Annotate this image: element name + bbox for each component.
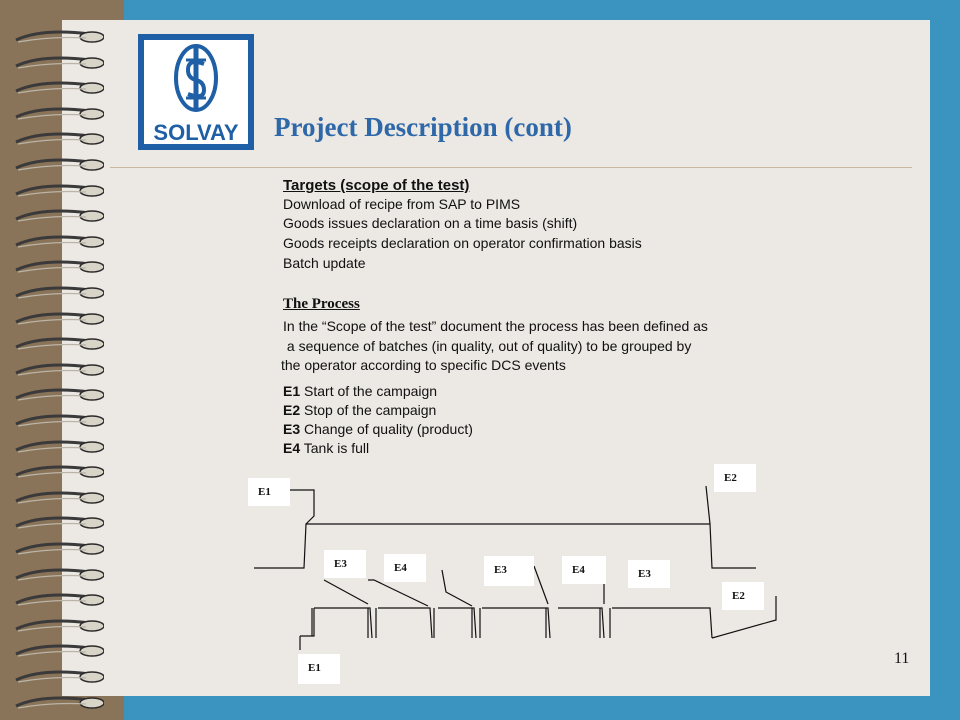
diagram-label-e3: E3 — [628, 560, 670, 588]
event-code: E2 — [283, 402, 301, 418]
page-title: Project Description (cont) — [274, 112, 572, 142]
diagram-label-e2: E2 — [714, 464, 756, 492]
event-text: Start of the campaign — [300, 383, 438, 399]
diagram-label-e1: E1 — [298, 654, 340, 684]
target-item: Batch update — [283, 255, 366, 271]
targets-heading: Targets (scope of the test) — [283, 177, 470, 194]
target-item: Goods issues declaration on a time basis (shift) — [283, 215, 578, 231]
event-code: E1 — [283, 383, 301, 399]
logo-text: SOLVAY — [153, 120, 239, 145]
target-item: Download of recipe from SAP to PIMS — [283, 196, 521, 212]
diagram-label-e4: E4 — [562, 556, 606, 584]
diagram-label-e3: E3 — [324, 550, 366, 578]
process-heading: The Process — [283, 296, 360, 312]
event-code: E4 — [283, 440, 301, 456]
event-text: Change of quality (product) — [300, 421, 473, 437]
diagram-label-e1: E1 — [248, 478, 290, 506]
page-number: 11 — [894, 650, 910, 667]
diagram-label-e4: E4 — [384, 554, 426, 582]
event-text: Tank is full — [300, 440, 370, 456]
process-text-line: the operator according to specific DCS events — [281, 357, 566, 373]
diagram-label-e3: E3 — [484, 556, 534, 586]
diagram-label-e2: E2 — [722, 582, 764, 610]
process-text-line: a sequence of batches (in quality, out of quality) to be grouped by — [283, 338, 692, 354]
event-text: Stop of the campaign — [300, 402, 437, 418]
target-item: Goods receipts declaration on operator confirmation basis — [283, 235, 642, 251]
process-text-line: In the “Scope of the test” document the process has been defined as — [283, 318, 708, 334]
event-code: E3 — [283, 421, 301, 437]
